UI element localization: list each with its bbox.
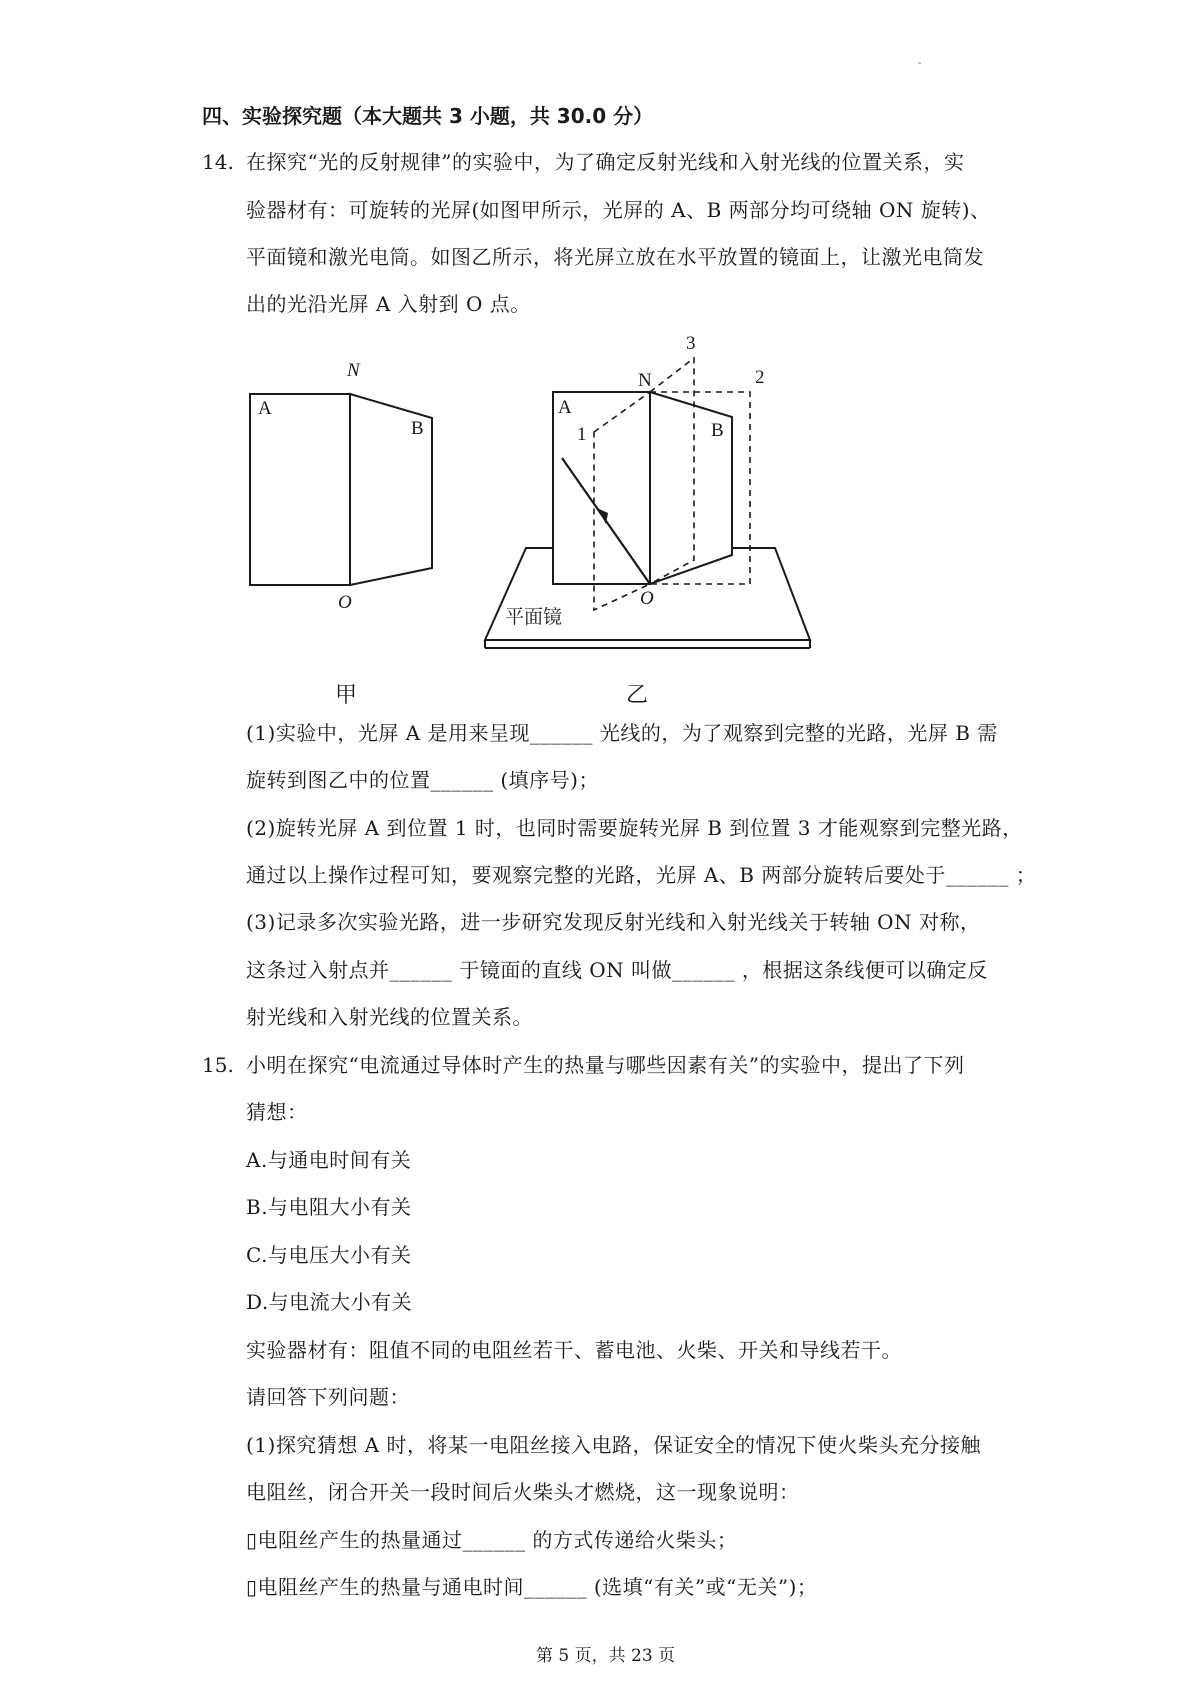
label-a: A: [558, 397, 572, 418]
option-d: D.与电流大小有关: [246, 1290, 413, 1314]
mirror-label: 平面镜: [505, 606, 563, 628]
question-text-line: 平面镜和激光电筒。如图乙所示，将光屏立放在水平放置的镜面上，让激光电筒发: [246, 245, 984, 269]
question-text-line: 实验器材有：阻值不同的电阻丝若干、蓄电池、火柴、开关和导线若干。: [246, 1338, 902, 1362]
label-b: B: [711, 420, 724, 441]
sub-question-line: 这条过入射点并______ 于镜面的直线 ON 叫做______ ，根据这条线便可以确定反: [246, 958, 988, 982]
sub-question-line: ▯电阻丝产生的热量通过______ 的方式传递给火柴头；: [246, 1528, 738, 1552]
question-text-line: 请回答下列问题：: [246, 1385, 410, 1409]
sub-question-line: 射光线和入射光线的位置关系。: [246, 1005, 533, 1029]
label-b: B: [411, 418, 424, 439]
option-a: A.与通电时间有关: [246, 1148, 412, 1172]
label-o: O: [338, 592, 352, 613]
option-c: C.与电压大小有关: [246, 1243, 412, 1267]
label-n: N: [638, 370, 652, 391]
page-footer: 第 5 页，共 23 页: [536, 1646, 676, 1666]
sub-question-line: 通过以上操作过程可知，要观察完整的光路，光屏 A、B 两部分旋转后要处于______ ；: [246, 863, 1037, 887]
screen-a: [553, 392, 650, 584]
sub-question-line: ▯电阻丝产生的热量与通电时间______ (选填“有关”或“无关”)；: [246, 1575, 818, 1599]
sub-question-line: (1)探究猜想 A 时，将某一电阻丝接入电路，保证安全的情况下使火柴头充分接触: [246, 1433, 981, 1457]
position-label-1: 1: [577, 424, 587, 445]
question-number: 14.: [202, 150, 234, 174]
position-label-3: 3: [686, 333, 696, 354]
label-a: A: [258, 398, 272, 419]
sub-question-line: (3)记录多次实验光路，进一步研究发现反射光线和入射光线关于转轴 ON 对称，: [246, 910, 981, 934]
figure-caption-jia: 甲: [335, 683, 358, 708]
question-text-line: 猜想：: [246, 1100, 308, 1124]
sub-question-line: 电阻丝，闭合开关一段时间后火柴头才燃烧，这一现象说明：: [246, 1480, 800, 1504]
sub-question-line: (1)实验中，光屏 A 是用来呈现______ 光线的，为了观察到完整的光路，光屏 B 需: [246, 721, 998, 745]
label-n: N: [347, 360, 360, 381]
question-text-line: 出的光沿光屏 A 入射到 O 点。: [246, 292, 531, 316]
question-number: 15.: [202, 1053, 234, 1077]
question-text-line: 在探究“光的反射规律”的实验中，为了确定反射光线和入射光线的位置关系，实: [246, 150, 965, 174]
figure-yi-drawing: [0, 0, 1200, 720]
question-text-line: 小明在探究“电流通过导体时产生的热量与哪些因素有关”的实验中，提出了下列: [246, 1053, 965, 1077]
sub-question-line: (2)旋转光屏 A 到位置 1 时，也同时需要旋转光屏 B 到位置 3 才能观察到完整光路，: [246, 816, 1023, 840]
figure-caption-yi: 乙: [626, 683, 649, 708]
section-heading: 四、实验探究题（本大题共 3 小题，共 30.0 分）: [202, 104, 654, 128]
sub-question-line: 旋转到图乙中的位置______ (填序号)；: [246, 768, 599, 792]
label-o: O: [640, 588, 654, 609]
option-b: B.与电阻大小有关: [246, 1195, 412, 1219]
question-text-line: 验器材有：可旋转的光屏(如图甲所示，光屏的 A、B 两部分均可绕轴 ON 旋转)、: [246, 198, 991, 222]
position-label-2: 2: [755, 367, 765, 388]
corner-mark: -: [918, 58, 922, 69]
